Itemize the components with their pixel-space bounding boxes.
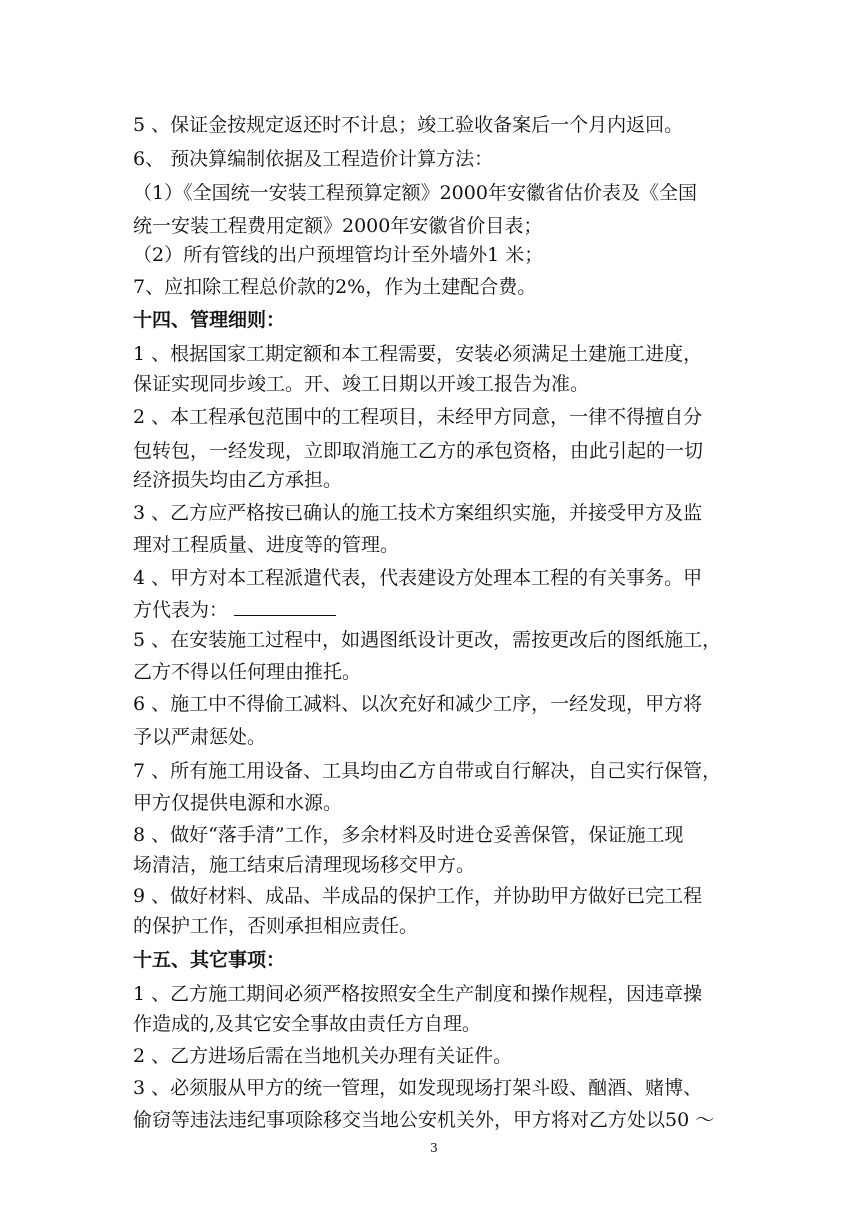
- representative-label: 方代表为：: [133, 599, 229, 621]
- text-line: 偷窃等违法违纪事项除移交当地公安机关外，甲方将对乙方处以50 ～: [133, 1109, 715, 1131]
- text-line: 场清洁，施工结束后清理现场移交甲方。: [133, 854, 476, 876]
- representative-blank: [234, 597, 336, 616]
- text-line: 1 、根据国家工期定额和本工程需要，安装必须满足土建施工进度，: [133, 343, 703, 365]
- text-line: 9 、做好材料、成品、半成品的保护工作，并协助甲方做好已完工程: [133, 885, 703, 907]
- text-line: 5 、保证金按规定返还时不计息；竣工验收备案后一个月内返回。: [133, 114, 684, 136]
- text-line: 2 、本工程承包范围中的工程项目，未经甲方同意，一律不得擅自分: [133, 406, 703, 428]
- text-line: 经济损失均由乙方承担。: [133, 469, 343, 491]
- text-line: 乙方不得以任何理由推托。: [133, 661, 362, 683]
- text-line: 3 、乙方应严格按已确认的施工技术方案组织实施，并接受甲方及监: [133, 502, 703, 524]
- section-heading-15: 十五、其它事项：: [133, 949, 286, 971]
- text-line: 3 、必须服从甲方的统一管理，如发现现场打架斗殴、酗酒、赌博、: [133, 1077, 703, 1099]
- section-heading-14: 十四、管理细则：: [133, 309, 286, 331]
- text-line: 5 、在安装施工过程中，如遇图纸设计更改，需按更改后的图纸施工，: [133, 629, 722, 651]
- text-line: 6 、施工中不得偷工减料、以次充好和减少工序，一经发现，甲方将: [133, 693, 703, 715]
- text-line: （2）所有管线的出户预埋管均计至外墙外1 米；: [133, 244, 544, 266]
- text-line: （1）《全国统一安装工程预算定额》2000年安徽省估价表及《全国: [133, 182, 697, 204]
- text-line: 2 、乙方进场后需在当地机关办理有关证件。: [133, 1045, 513, 1067]
- text-line: 保证实现同步竣工。开、竣工日期以开竣工报告为准。: [133, 373, 590, 395]
- text-line: 7 、所有施工用设备、工具均由乙方自带或自行解决，自己实行保管，: [133, 760, 722, 782]
- text-line: 理对工程质量、进度等的管理。: [133, 534, 400, 556]
- text-line: 甲方仅提供电源和水源。: [133, 792, 343, 814]
- text-line: [133, 597, 745, 622]
- text-line: 7、应扣除工程总价款的2%，作为土建配合费。: [133, 276, 537, 298]
- text-line: 6、 预决算编制依据及工程造价计算方法：: [133, 148, 494, 170]
- text-line: 包转包，一经发现，立即取消施工乙方的承包资格，由此引起的一切: [133, 440, 704, 462]
- text-line: 统一安装工程费用定额》2000年安徽省价目表；: [133, 215, 543, 237]
- text-line: 4 、甲方对本工程派遣代表，代表建设方处理本工程的有关事务。甲: [133, 567, 703, 589]
- text-line: 作造成的,及其它安全事故由责任方自理。: [133, 1013, 482, 1035]
- text-line: 1 、乙方施工期间必须严格按照安全生产制度和操作规程，因违章操: [133, 983, 703, 1005]
- text-line: 予以严肃惩处。: [133, 726, 267, 748]
- text-line: 8 、做好“落手清”工作，多余材料及时进仓妥善保管，保证施工现: [133, 824, 684, 846]
- text-line: 的保护工作，否则承担相应责任。: [133, 915, 419, 937]
- page-number: 3: [430, 1141, 438, 1155]
